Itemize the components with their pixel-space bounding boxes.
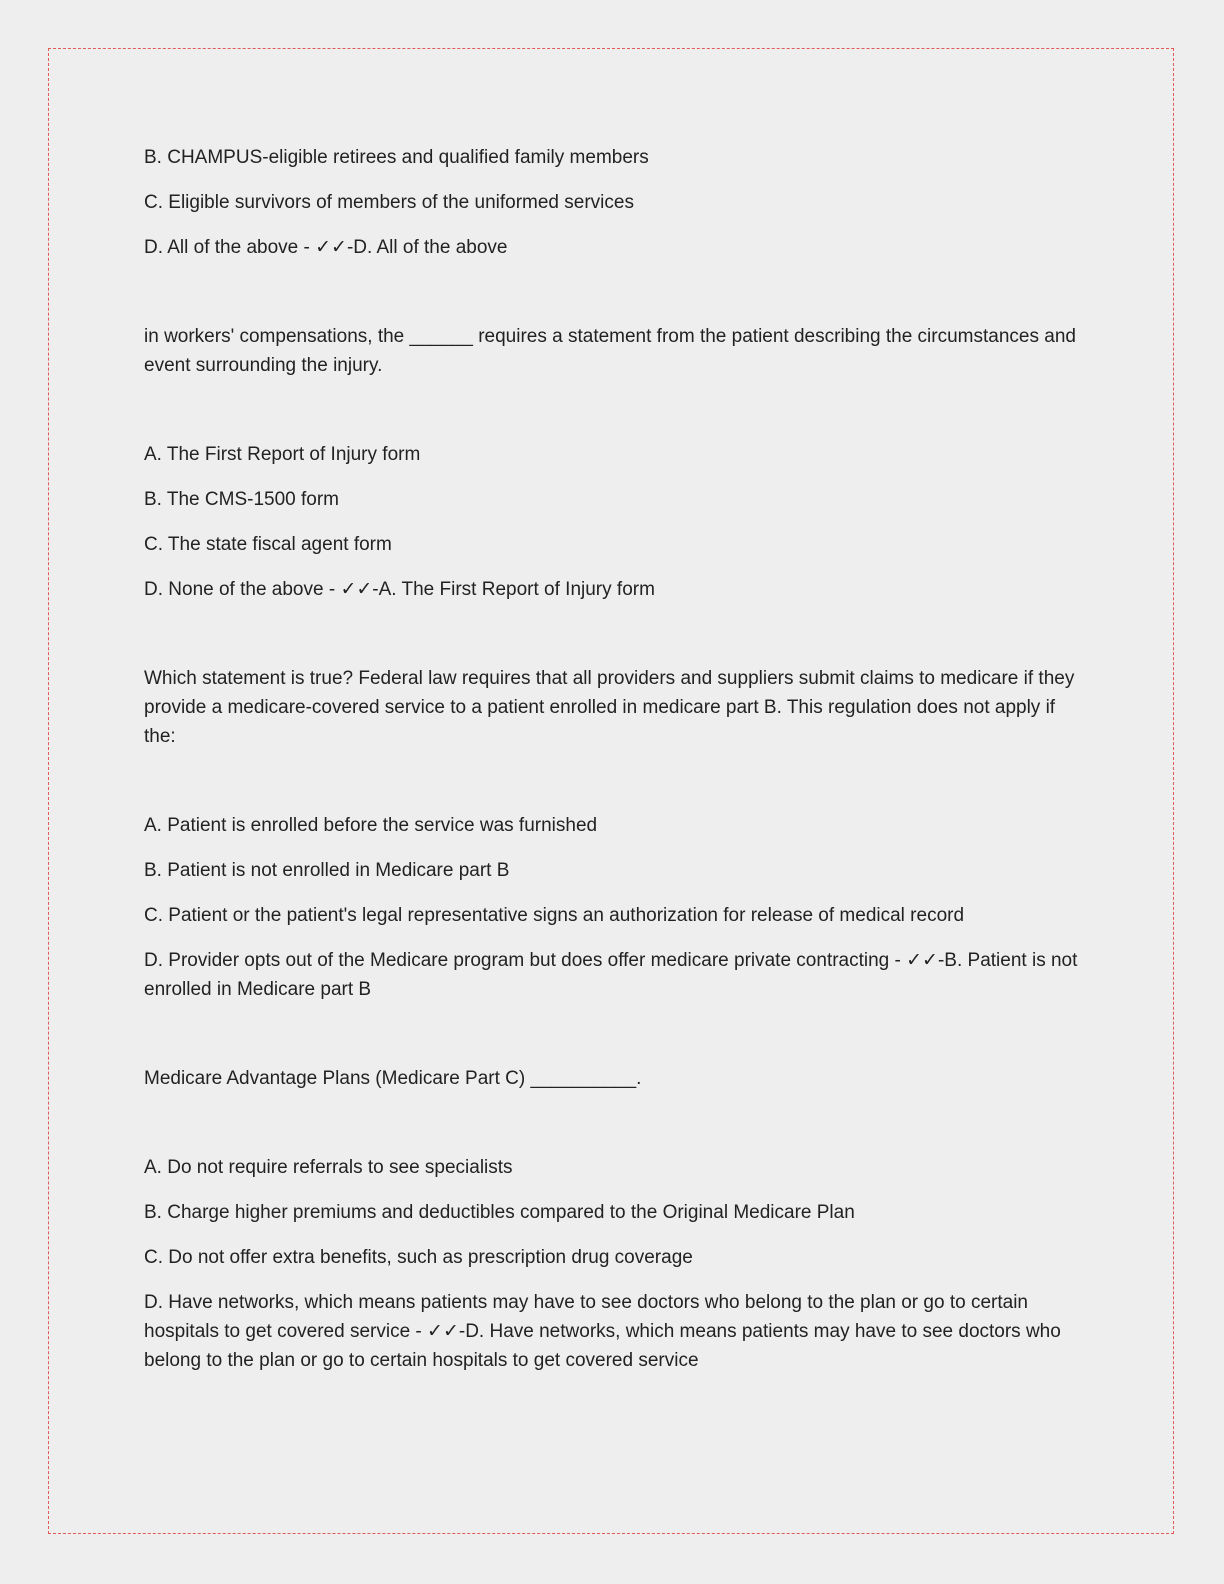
- checkmark-icon: ✓✓: [906, 949, 938, 971]
- answer-option: B. The CMS-1500 form: [144, 489, 340, 510]
- answer-option-with-key: D. All of the above - ✓✓-D. All of the above: [144, 236, 508, 258]
- answer-option: A. The First Report of Injury form: [144, 444, 421, 465]
- answer-key: -D. Have networks, which means patients may have to see doctors who belong to the plan or go to certain hospitals to get covered service: [144, 1321, 1061, 1371]
- answer-option: B. Patient is not enrolled in Medicare part B: [144, 860, 510, 881]
- question-text: Medicare Advantage Plans (Medicare Part C) __________.: [144, 1068, 642, 1089]
- answer-option: B. Charge higher premiums and deductibles compared to the Original Medicare Plan: [144, 1202, 855, 1223]
- answer-option-with-key: D. Provider opts out of the Medicare program but does offer medicare private contracting - ✓✓-B. Patient is not enrolled in Medicare part B: [144, 949, 1078, 1000]
- answer-key: -A. The First Report of Injury form: [372, 579, 655, 600]
- question-text: Which statement is true? Federal law requires that all providers and suppliers submit claims to medicare if they provide a medicare-covered service to a patient enrolled in medicare part B. This regulation does not apply if the:: [144, 668, 1075, 747]
- question-block: [144, 322, 1084, 604]
- answer-option: C. Do not offer extra benefits, such as prescription drug coverage: [144, 1247, 693, 1268]
- answer-option: A. Do not require referrals to see specialists: [144, 1157, 513, 1178]
- answer-key: -D. All of the above: [346, 237, 508, 258]
- document-body: [144, 143, 1084, 1391]
- question-block: [144, 1064, 1084, 1375]
- checkmark-icon: ✓✓: [427, 1320, 459, 1342]
- checkmark-icon: ✓✓: [315, 236, 347, 258]
- answer-option: C. The state fiscal agent form: [144, 534, 392, 555]
- checkmark-icon: ✓✓: [340, 578, 373, 600]
- answer-option: C. Patient or the patient's legal representative signs an authorization for release of medical record: [144, 905, 965, 926]
- answer-option: A. Patient is enrolled before the service was furnished: [144, 815, 598, 836]
- answer-option: B. CHAMPUS-eligible retirees and qualified family members: [144, 147, 649, 168]
- answer-option: C. Eligible survivors of members of the uniformed services: [144, 192, 634, 213]
- question-block: [144, 664, 1084, 1004]
- question-text: in workers' compensations, the ______ requires a statement from the patient describing the circumstances and event surrounding the injury.: [144, 326, 1076, 376]
- answer-option-with-key: D. None of the above - ✓✓-A. The First Report of Injury form: [144, 578, 655, 600]
- answer-key: -B. Patient is not enrolled in Medicare part B: [144, 950, 1078, 1000]
- question-block: [144, 143, 1084, 262]
- answer-option-with-key: D. Have networks, which means patients may have to see doctors who belong to the plan or go to certain hospitals to get covered service - ✓✓-D. Have networks, which means patients may have to see doctors who belong to the plan or go to certain hospitals to get covered service: [144, 1292, 1061, 1371]
